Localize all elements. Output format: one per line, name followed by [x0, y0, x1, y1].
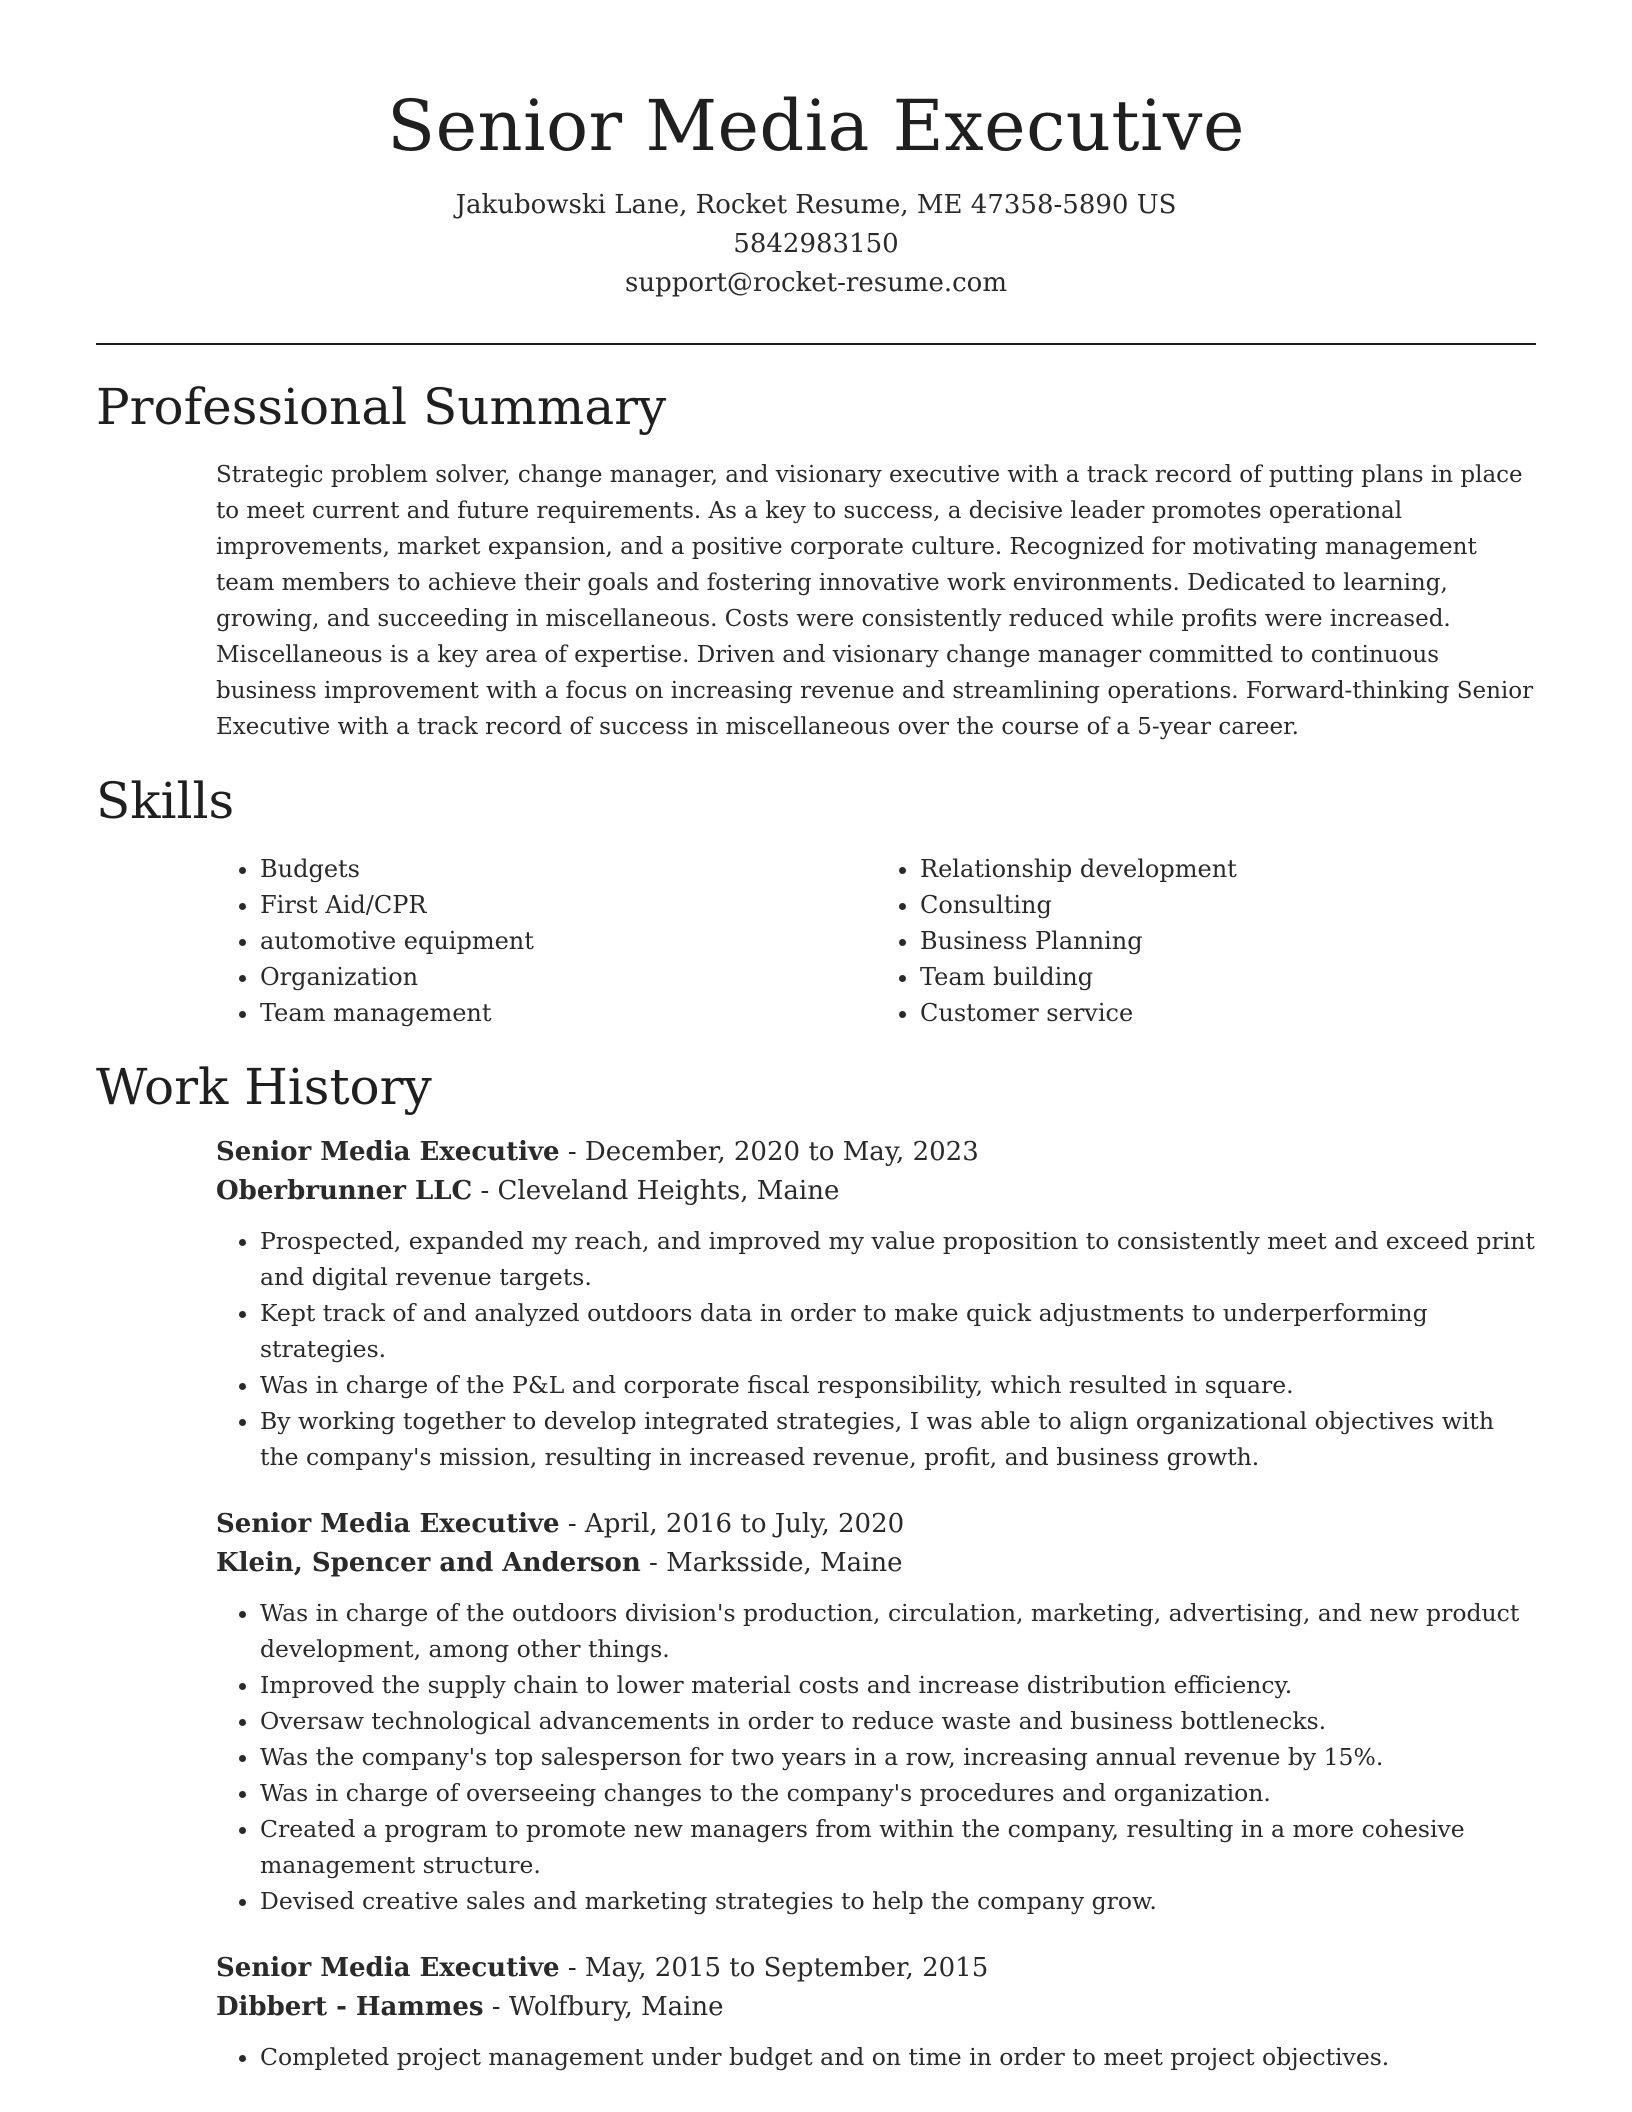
job-company: Dibbert - Hammes: [216, 1992, 484, 2022]
job-dates: - April, 2016 to July, 2020: [559, 1509, 905, 1539]
job-bullet: • Was in charge of the outdoors division's production, circulation, marketing, advertising, and new product development, among other things.: [260, 1595, 1536, 1667]
job-bullet: • By working together to develop integrated strategies, I was able to align organizational objectives with the company's mission, resulting in increased revenue, profit, and business growth.: [260, 1403, 1536, 1475]
skill-item: • Consulting: [920, 887, 1536, 923]
job-bullet: • Oversaw technological advancements in order to reduce waste and business bottlenecks.: [260, 1703, 1536, 1739]
resume-header: [96, 0, 1536, 303]
job-company-line: [216, 1172, 1536, 1211]
work-history-section: [96, 1055, 1536, 2075]
skill-item: • Team building: [920, 959, 1536, 995]
job-bullet: • Improved the supply chain to lower material costs and increase distribution efficiency.: [260, 1667, 1536, 1703]
job-entry: [96, 1133, 1536, 1475]
job-bullet: • Prospected, expanded my reach, and improved my value proposition to consistently meet and exceed print and digital revenue targets.: [260, 1223, 1536, 1295]
job-bullet: • Was in charge of the P&L and corporate fiscal responsibility, which resulted in square.: [260, 1367, 1536, 1403]
skills-list-left: [216, 851, 876, 1031]
contact-address: Jakubowski Lane, Rocket Resume, ME 47358-5890 US: [455, 190, 1177, 220]
skill-item: • automotive equipment: [260, 923, 876, 959]
job-entry: [96, 1949, 1536, 2075]
skill-item: • Organization: [260, 959, 876, 995]
job-company: Klein, Spencer and Anderson: [216, 1548, 641, 1578]
job-title-line: [216, 1133, 1536, 1172]
contact-info: [96, 186, 1536, 303]
skill-item: • Relationship development: [920, 851, 1536, 887]
job-bullet: • Devised creative sales and marketing strategies to help the company grow.: [260, 1883, 1536, 1919]
job-title-line: [216, 1505, 1536, 1544]
job-role: Senior Media Executive: [216, 1137, 560, 1167]
contact-email: support@rocket-resume.com: [624, 268, 1007, 298]
summary-heading: Professional Summary: [96, 378, 667, 436]
job-dates: - May, 2015 to September, 2015: [559, 1953, 989, 1983]
job-location: - Wolfbury, Maine: [483, 1992, 724, 2022]
job-bullets: [216, 1595, 1536, 1919]
contact-phone: 5842983150: [733, 229, 899, 259]
skills-section: [96, 769, 1536, 1031]
skill-item: • Business Planning: [920, 923, 1536, 959]
job-bullet: • Kept track of and analyzed outdoors data in order to make quick adjustments to underperforming strategies.: [260, 1295, 1536, 1367]
job-title-line: [216, 1949, 1536, 1988]
work-history-heading: Work History: [96, 1058, 432, 1116]
skill-item: • Customer service: [920, 995, 1536, 1031]
job-company-line: [216, 1988, 1536, 2027]
skills-list-right: [876, 851, 1536, 1031]
header-divider: [96, 343, 1536, 345]
job-role: Senior Media Executive: [216, 1509, 560, 1539]
job-location: - Marksside, Maine: [640, 1548, 903, 1578]
candidate-name: Senior Media Executive: [387, 85, 1245, 167]
job-bullet: • Was the company's top salesperson for two years in a row, increasing annual revenue by 15%.: [260, 1739, 1536, 1775]
job-role: Senior Media Executive: [216, 1953, 560, 1983]
job-bullets: [216, 1223, 1536, 1475]
job-location: - Cleveland Heights, Maine: [472, 1176, 840, 1206]
job-bullet: • Created a program to promote new managers from within the company, resulting in a more cohesive management structure.: [260, 1811, 1536, 1883]
resume-page: [96, 0, 1536, 2075]
skills-heading: Skills: [96, 772, 235, 830]
job-bullets: [216, 2039, 1536, 2075]
job-company-line: [216, 1544, 1536, 1583]
summary-section: [96, 375, 1536, 745]
summary-text: Strategic problem solver, change manager, and visionary executive with a track record of putting plans in place to meet current and future requirements. As a key to success, a decisive leader promotes operational improvements, market expansion, and a positive corporate culture. Recognized for motivating management team members to achieve their goals and fostering innovative work environments. Dedicated to learning, growing, and succeeding in miscellaneous. Costs were consistently reduced while profits were increased. Miscellaneous is a key area of expertise. Driven and visionary change manager committed to continuous business improvement with a focus on increasing revenue and streamlining operations. Forward-thinking Senior Executive with a track record of success in miscellaneous over the course of a 5-year career.: [216, 462, 1534, 740]
skill-item: • First Aid/CPR: [260, 887, 876, 923]
job-company: Oberbrunner LLC: [216, 1176, 473, 1206]
job-bullet: • Completed project management under budget and on time in order to meet project objectives.: [260, 2039, 1536, 2075]
skill-item: • Team management: [260, 995, 876, 1031]
skills-columns: [216, 851, 1536, 1031]
skill-item: • Budgets: [260, 851, 876, 887]
job-bullet: • Was in charge of overseeing changes to the company's procedures and organization.: [260, 1775, 1536, 1811]
job-entry: [96, 1505, 1536, 1919]
job-dates: - December, 2020 to May, 2023: [559, 1137, 979, 1167]
